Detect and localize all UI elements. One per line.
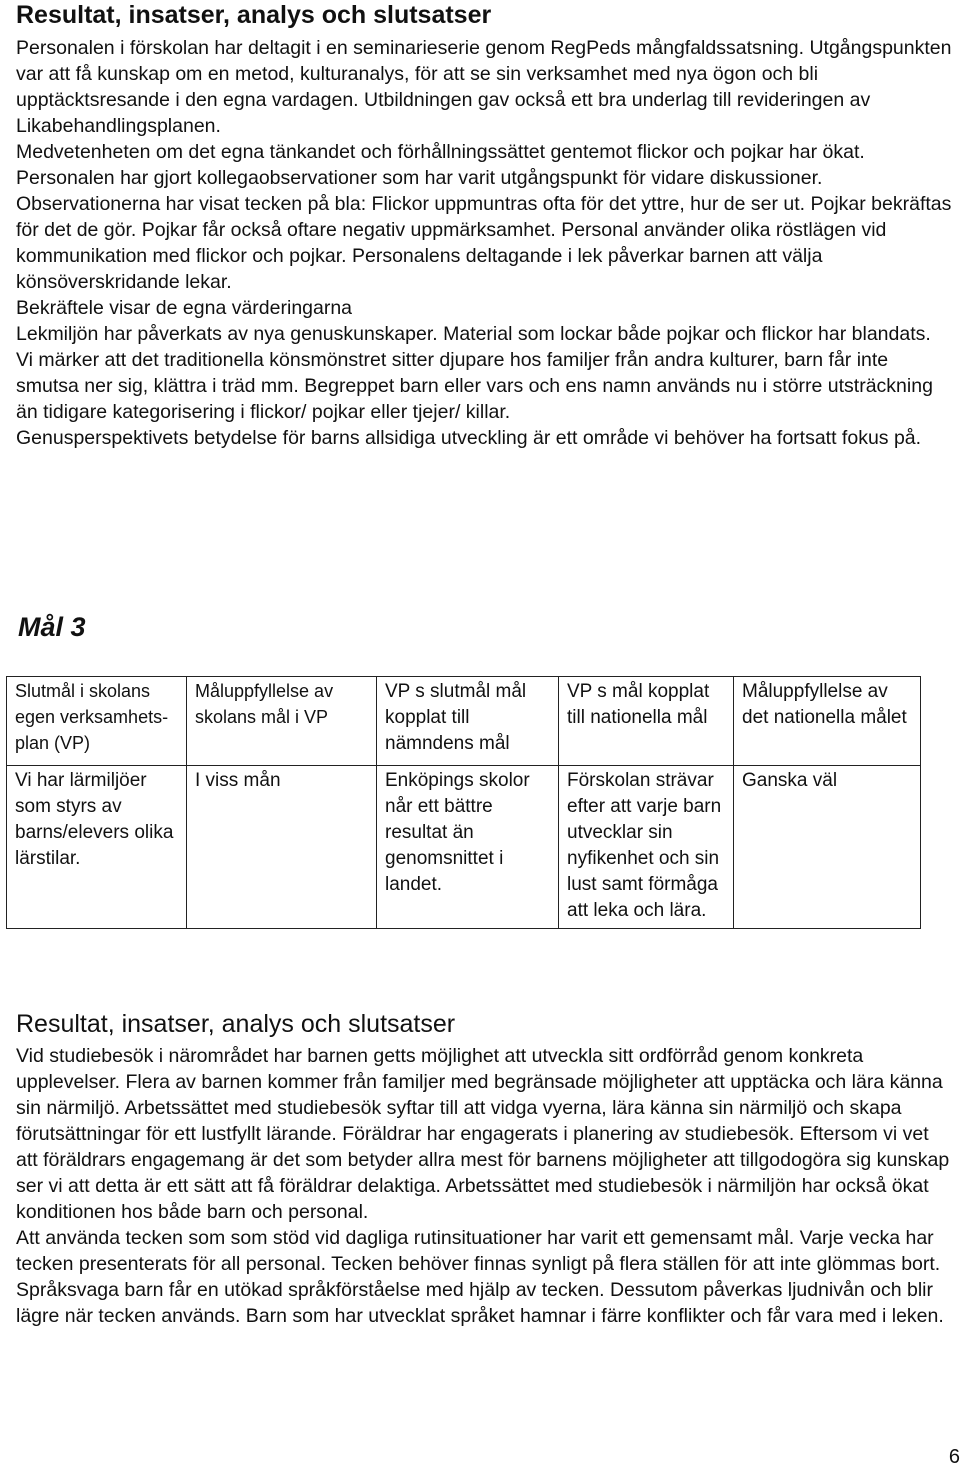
paragraph: Genusperspektivets betydelse för barns allsidiga utveckling är ett område vi behöver ha fortsatt fokus på. — [16, 427, 922, 449]
table-cell: Ganska väl — [734, 766, 921, 929]
header-label: Måluppfyllelse av det nationella målet — [742, 681, 907, 728]
paragraph: Vid studiebesök i närområdet har barnen getts möjlighet att utveckla sitt ordförråd genom konkreta upplevelser. Flera av barnen kommer från familjer med begränsade möjligheter att upptäcka och lära känna sin närmiljö. Arbetssättet med studiebesök syftar till att vidga vyerna, lära känna sin närmiljö och skapa förutsättningar för ett lustfyllt lärande. Föräldrar har engagerats i planering av studiebesök. Eftersom vi vet att föräldrars engagemang är det som betyder allra mest för barnens möjligheter att tillgodogöra sig kunskap ser vi att detta är ett sätt att få föräldrar delaktiga. Arbetssättet med studiebesök i närmiljön har också ökat konditionen hos både barn och personal. — [16, 1045, 950, 1223]
table-header-row — [7, 677, 921, 766]
section-heading: Resultat, insatser, analys och slutsatser — [16, 1, 492, 29]
paragraph: Lekmiljön har påverkats av nya genuskunskaper. Material som lockar både pojkar och flickor har blandats. Vi märker att det traditionella könsmönstret sitter djupare hos familjer från andra kulturer, barn får inte smutsa ner sig, klättra i träd mm. Begreppet barn eller vars och ens namn används nu i större utsträckning än tidigare kategorisering i flickor/ pojkar eller tjejer/ killar. — [16, 323, 933, 423]
goal-title: Mål 3 — [18, 612, 86, 642]
header-label: VP s mål kopplat till nationella mål — [567, 681, 710, 728]
table-row — [7, 766, 921, 929]
table-cell: I viss mån — [187, 766, 377, 929]
table-header-cell — [7, 677, 187, 766]
paragraph: Medvetenheten om det egna tänkandet och förhållningssättet gentemot flickor och pojkar har ökat. — [16, 141, 865, 163]
header-label: VP s slutmål mål kopplat till nämndens mål — [385, 681, 527, 754]
paragraph: Att använda tecken som som stöd vid dagliga rutinsituationer har varit ett gemensamt mål. Varje vecka har tecken presenterats för all personal. Tecken behöver finnas synligt på flera ställen för att inte glömmas bort. Språksvaga barn får en utökad språkförståelse med hjälp av tecken. Dessutom påverkas ljudnivån och blir lägre när tecken används. Barn som har utvecklat språket hamnar i färre konflikter och får vara med i leken. — [16, 1227, 944, 1327]
goal-table — [6, 676, 921, 929]
table-header-cell — [187, 677, 377, 766]
table-cell: Vi har lärmiljöer som styrs av barns/elevers olika lärstilar. — [7, 766, 187, 929]
table-cell: Enköpings skolor når ett bättre resultat än genomsnittet i landet. — [377, 766, 559, 929]
header-label: Slutmål i skolans egen verksamhets-plan (VP) — [15, 681, 169, 753]
page-number: 6 — [948, 1446, 960, 1468]
paragraph: Personalen har gjort kollegaobservationer som har varit utgångspunkt för vidare diskussioner. Observationerna har visat tecken på bla: Flickor uppmuntras ofta för det yttre, hur de ser ut. Pojkar bekräftas för det de gör. Pojkar får också oftare negativ uppmärksamhet. Personal använder olika röstlägen vid kommunikation med flickor och pojkar. Personalens deltagande i lek påverkar barnen att välja könsöverskridande lekar. — [16, 167, 952, 293]
table-header-cell — [734, 677, 921, 766]
section-heading: Resultat, insatser, analys och slutsatser — [16, 1010, 456, 1038]
header-label: Måluppfyllelse av skolans mål i VP — [195, 681, 334, 727]
paragraph: Bekräftele visar de egna värderingarna — [16, 297, 353, 319]
section-body — [16, 35, 952, 451]
table-header-cell — [377, 677, 559, 766]
paragraph: Personalen i förskolan har deltagit i en seminarieserie genom RegPeds mångfaldssatsning. Utgångspunkten var att få kunskap om en metod, kulturanalys, för att se sin verksamhet med nya ögon och bli upptäcktsresande i den egna vardagen. Utbildningen gav också ett bra underlag till revideringen av Likabehandlingsplanen. — [16, 37, 952, 137]
section-body — [16, 1043, 952, 1329]
table-header-cell — [559, 677, 734, 766]
table-cell: Förskolan strävar efter att varje barn utvecklar sin nyfikenhet och sin lust samt förmåga att leka och lära. — [559, 766, 734, 929]
